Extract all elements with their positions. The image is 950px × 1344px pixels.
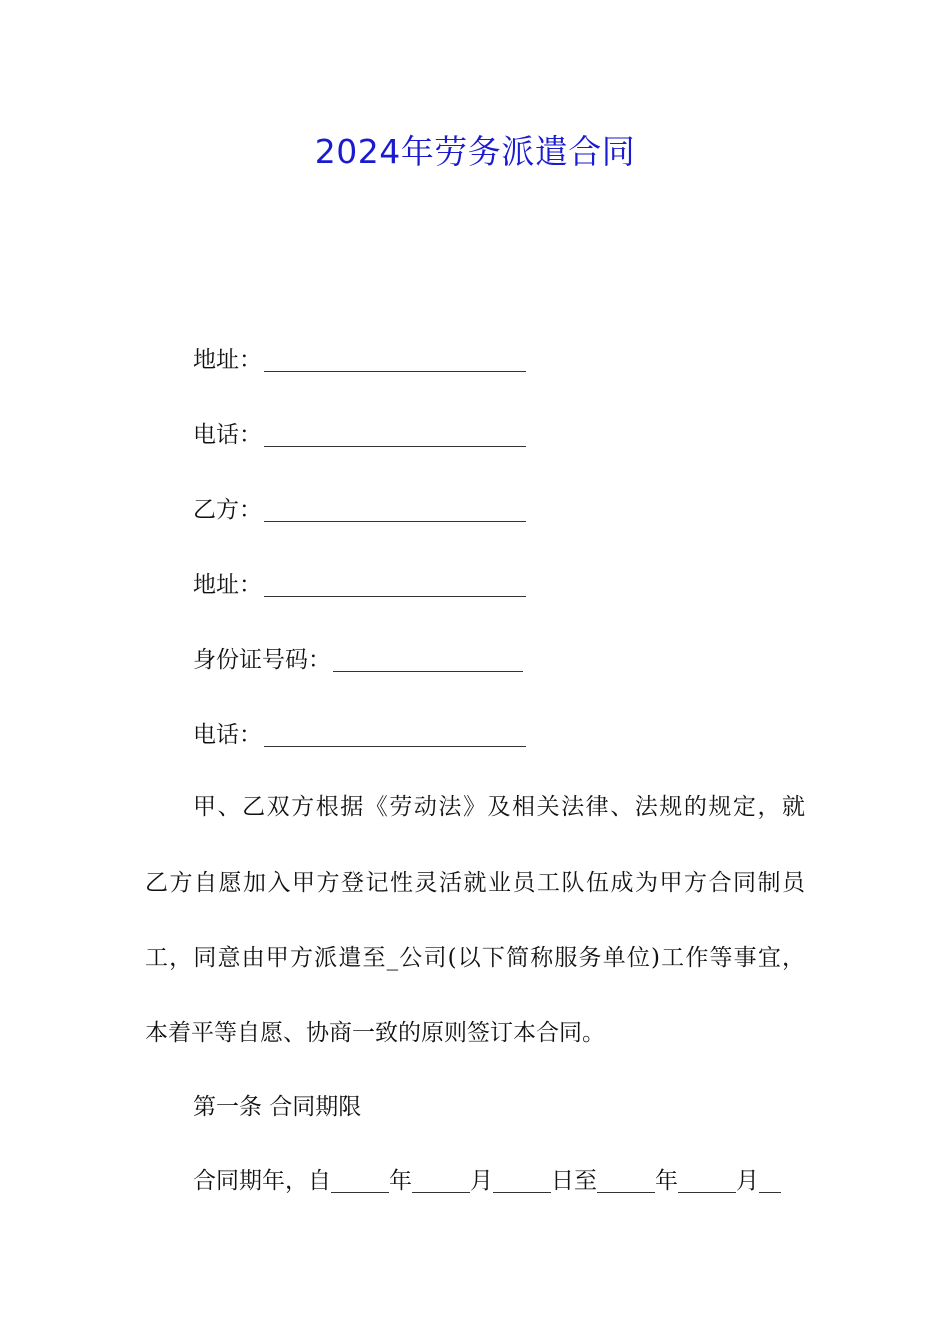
field-label: 乙方： bbox=[193, 497, 262, 523]
blank-line bbox=[412, 1170, 470, 1193]
blank-line bbox=[264, 424, 526, 447]
blank-line bbox=[678, 1170, 736, 1193]
year-label: 年 bbox=[655, 1168, 678, 1194]
intro-paragraph-line: 工，同意由甲方派遣至_公司(以下简称服务单位)工作等事宜， bbox=[145, 945, 805, 971]
blank-line bbox=[333, 649, 523, 672]
field-label: 地址： bbox=[193, 347, 262, 373]
year-label: 年 bbox=[389, 1168, 412, 1194]
party-b-field bbox=[193, 494, 526, 526]
contract-term-line bbox=[193, 1165, 781, 1197]
blank-line bbox=[493, 1170, 551, 1193]
party-b-address-field bbox=[193, 569, 526, 601]
blank-line bbox=[264, 349, 526, 372]
day-to-label: 日至 bbox=[551, 1168, 597, 1194]
intro-paragraph-line: 甲、乙双方根据《劳动法》及相关法律、法规的规定，就 bbox=[193, 794, 805, 820]
article-1-heading: 第一条 合同期限 bbox=[193, 1094, 362, 1120]
blank-line bbox=[264, 499, 526, 522]
field-label: 身份证号码： bbox=[193, 647, 331, 673]
blank-line bbox=[264, 724, 526, 747]
intro-paragraph-line: 本着平等自愿、协商一致的原则签订本合同。 bbox=[145, 1020, 605, 1046]
blank-line bbox=[264, 574, 526, 597]
blank-line bbox=[597, 1170, 655, 1193]
field-label: 地址： bbox=[193, 572, 262, 598]
party-a-phone-field bbox=[193, 419, 526, 451]
party-b-phone-field bbox=[193, 719, 526, 751]
party-a-address-field bbox=[193, 344, 526, 376]
month-label: 月 bbox=[470, 1168, 493, 1194]
document-title: 2024年劳务派遣合同 bbox=[314, 132, 636, 171]
intro-paragraph-line: 乙方自愿加入甲方登记性灵活就业员工队伍成为甲方合同制员 bbox=[145, 870, 805, 896]
month-label: 月 bbox=[736, 1168, 759, 1194]
party-b-id-number-field bbox=[193, 644, 523, 676]
field-label: 电话： bbox=[193, 422, 262, 448]
blank-line bbox=[331, 1170, 389, 1193]
term-prefix: 合同期年，自 bbox=[193, 1168, 331, 1194]
blank-line bbox=[759, 1170, 781, 1193]
field-label: 电话： bbox=[193, 722, 262, 748]
